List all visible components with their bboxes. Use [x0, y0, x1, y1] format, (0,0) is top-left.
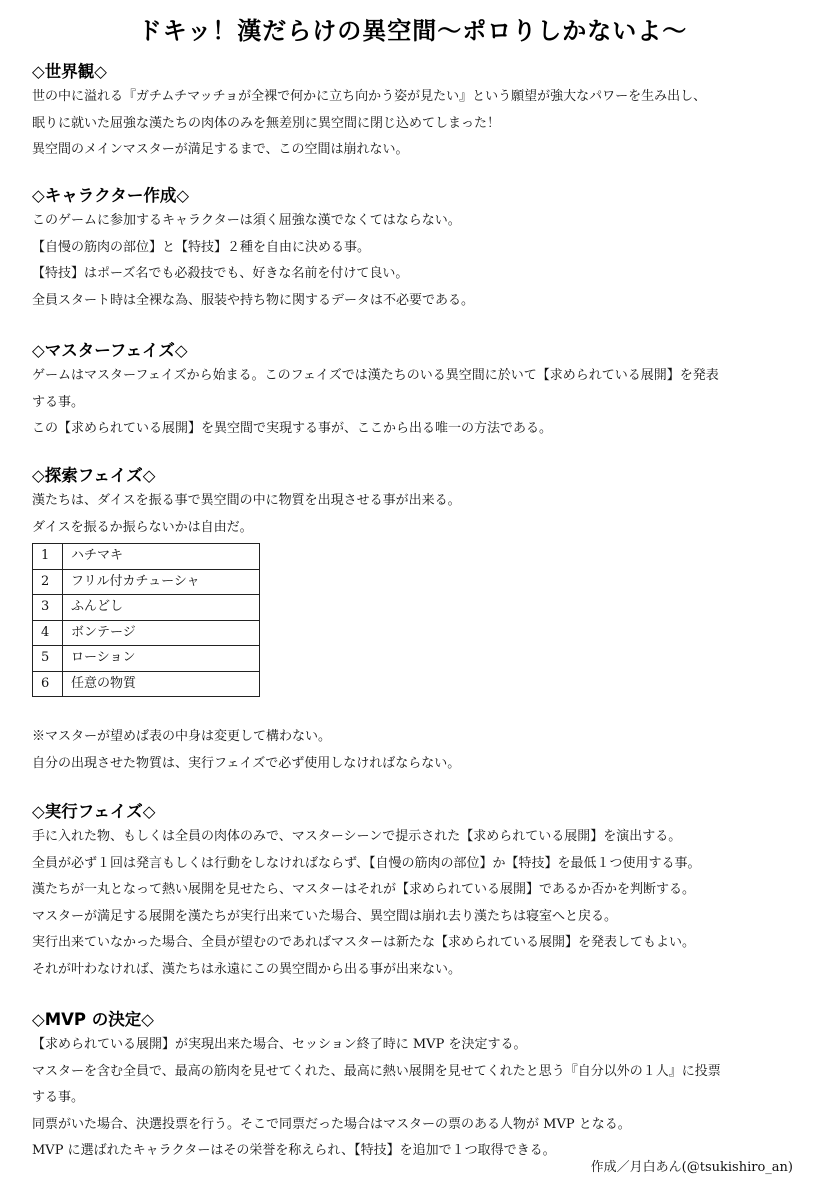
page-title: ドキッ！漢だらけの異空間～ポロりしかないよ～: [137, 17, 688, 45]
text-line: 自分の出現させた物質は、実行フェイズで必ず使用しなければならない。: [32, 755, 461, 771]
text-line: 世の中に溢れる『ガチムチマッチョが全裸で何かに立ち向かう姿が見たい』という願望が強大なパワーを生み出し、: [32, 89, 707, 104]
text-line: する事。: [32, 394, 85, 410]
text-line: マスターを含む全員で、最高の筋肉を見せてくれた、最高に熱い展開を見せてくれたと思う『自分以外の１人』に投票: [32, 1063, 721, 1079]
table-row: [33, 646, 260, 672]
author-credit: 作成／月白あん(@tsukishiro_an): [590, 1160, 793, 1175]
table-cell-item: ハチマキ: [63, 544, 260, 570]
text-line: 全員が必ず１回は発言もしくは行動をしなければならず、【自慢の筋肉の部位】か【特技】を最低１つ使用する事。: [32, 855, 701, 871]
section-heading-mvp: ◇MVP の決定◇: [32, 1010, 154, 1029]
text-line: ダイスを振るか振らないかは自由だ。: [32, 519, 253, 535]
text-line: この【求められている展開】を異空間で実現する事が、ここから出る唯一の方法である。: [32, 421, 553, 436]
section-character: [32, 184, 802, 314]
section-heading-explore: ◇探索フェイズ◇: [32, 466, 156, 485]
text-line: 漢たちは、ダイスを振る事で異空間の中に物質を出現させる事が出来る。: [32, 493, 461, 508]
text-line: 実行出来ていなかった場合、全員が望むのであればマスターは新たな【求められている展開】を発表してもよい。: [32, 935, 696, 950]
item-table: [32, 543, 260, 697]
section-heading-master: ◇マスターフェイズ◇: [32, 341, 188, 360]
text-line: それが叶わなければ、漢たちは永遠にこの異空間から出る事が出来ない。: [32, 961, 462, 977]
text-line: 全員スタート時は全裸な為、服装や持ち物に関するデータは不必要である。: [32, 292, 475, 308]
table-cell-item: ふんどし: [63, 595, 260, 621]
text-line: 異空間のメインマスターが満足するまで、この空間は崩れない。: [32, 142, 409, 157]
section-execute: [32, 800, 802, 983]
text-line: MVP に選ばれたキャラクターはその栄誉を称えられ、【特技】を追加で１つ取得できる。: [32, 1143, 556, 1158]
table-cell-number: 6: [33, 671, 63, 697]
text-line: 【特技】はポーズ名でも必殺技でも、好きな名前を付けて良い。: [32, 266, 409, 281]
table-cell-number: 3: [33, 595, 63, 621]
section-explore: [32, 464, 802, 541]
table-cell-item: 任意の物質: [63, 671, 260, 697]
section-heading-character: ◇キャラクター作成◇: [32, 186, 190, 205]
table-row: [33, 544, 260, 570]
text-line: 漢たちが一丸となって熱い展開を見せたら、マスターはそれが【求められている展開】であるか否かを判断する。: [32, 882, 696, 897]
section-master: [32, 339, 802, 443]
text-line: 【求められている展開】が実現出来た場合、セッション終了時に MVP を決定する。: [32, 1037, 527, 1052]
table-cell-number: 5: [33, 646, 63, 672]
text-line: マスターが満足する展開を漢たちが実行出来ていた場合、異空間は崩れ去り漢たちは寝室へと戻る。: [32, 908, 618, 924]
table-cell-item: ローション: [63, 646, 260, 672]
table-cell-number: 1: [33, 544, 63, 570]
text-line: 【自慢の筋肉の部位】と【特技】２種を自由に決める事。: [32, 239, 371, 255]
section-heading-execute: ◇実行フェイズ◇: [32, 802, 156, 821]
table-cell-item: フリル付カチューシャ: [63, 569, 260, 595]
section-mvp: [32, 1008, 802, 1165]
text-line: 眠りに就いた屈強な漢たちの肉体のみを無差別に異空間に閉じ込めてしまった！: [32, 115, 501, 131]
table-row: [33, 620, 260, 646]
text-line: ゲームはマスターフェイズから始まる。このフェイズでは漢たちのいる異空間に於いて【求められている展開】を発表: [32, 368, 719, 383]
section-heading-world: ◇世界観◇: [32, 62, 107, 81]
text-line: このゲームに参加するキャラクターは須く屈強な漢でなくてはならない。: [32, 213, 461, 228]
table-cell-number: 2: [33, 569, 63, 595]
text-line: 手に入れた物、もしくは全員の肉体のみで、マスターシーンで提示された【求められている展開】を演出する。: [32, 829, 682, 844]
table-cell-number: 4: [33, 620, 63, 646]
section-explore-notes: [32, 724, 802, 777]
text-line: ※マスターが望めば表の中身は変更して構わない。: [32, 729, 332, 744]
table-row: [33, 569, 260, 595]
table-cell-item: ボンテージ: [63, 620, 260, 646]
table-row: [33, 595, 260, 621]
section-world: [32, 60, 802, 164]
text-line: する事。: [32, 1090, 85, 1105]
text-line: 同票がいた場合、決選投票を行う。そこで同票だった場合はマスターの票のある人物が MVP となる。: [32, 1116, 631, 1132]
table-row: [33, 671, 260, 697]
